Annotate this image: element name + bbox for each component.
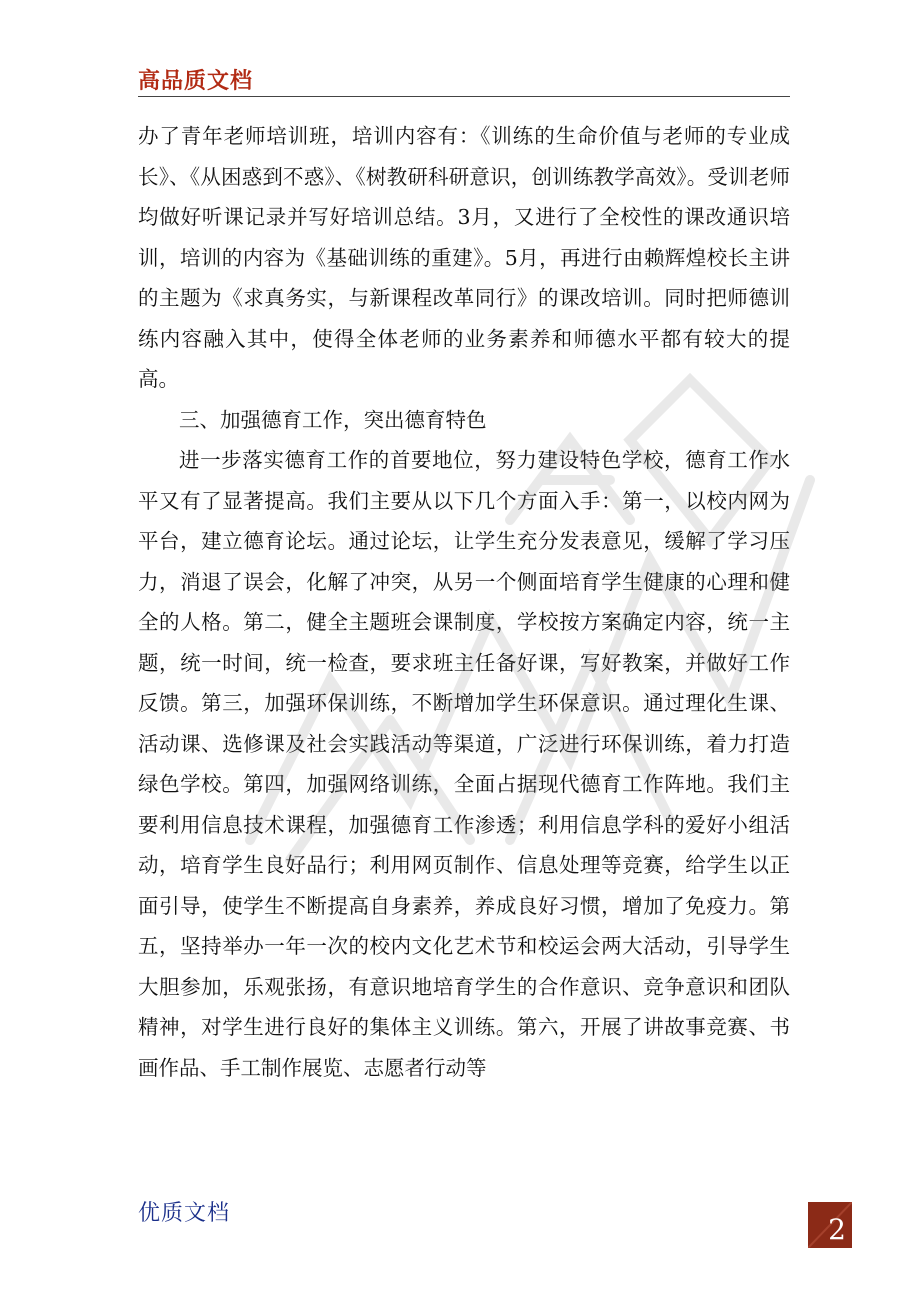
body-paragraph: 进一步落实德育工作的首要地位，努力建设特色学校，德育工作水平又有了显著提高。我们主要从以下几个方面入手：第一，以校内网为平台，建立德育论坛。通过论坛，让学生充分发表意见，缓解了学习压力，消退了误会，化解了冲突，从另一个侧面培育学生健康的心理和健全的人格。第二，健全主题班会课制度，学校按方案确定内容，统一主题，统一时间，统一检查，要求班主任备好课，写好教案，并做好工作反馈。第三，加强环保训练，不断增加学生环保意识。通过理化生课、活动课、选修课及社会实践活动等渠道，广泛进行环保训练，着力打造绿色学校。第四，加强网络训练，全面占据现代德育工作阵地。我们主要利用信息技术课程，加强德育工作渗透；利用信息学科的爱好小组活动，培育学生良好品行；利用网页制作、信息处理等竞赛，给学生以正面引导，使学生不断提高自身素养，养成良好习惯，增加了免疫力。第五，坚持举办一年一次的校内文化艺术节和校运会两大活动，引导学生大胆参加，乐观张扬，有意识地培育学生的合作意识、竞争意识和团队精神，对学生进行良好的集体主义训练。第六，开展了讲故事竞赛、书画作品、手工制作展览、志愿者行动等 — [138, 448, 790, 1080]
body-paragraph: 办了青年老师培训班，培训内容有：《训练的生命价值与老师的专业成长》、《从困惑到不惑》、《树教研科研意识，创训练教学高效》。受训老师均做好听课记录并写好培训总结。3月，又进行了全校性的课改通识培训，培训的内容为《基础训练的重建》。5月，再进行由赖辉煌校长主讲的主题为《求真务实，与新课程改革同行》的课改培训。同时把师德训练内容融入其中，使得全体老师的业务素养和师德水平都有较大的提高。 — [138, 124, 790, 391]
header-divider — [138, 96, 790, 97]
page-number: 2 — [828, 1213, 846, 1246]
section-heading: 三、加强德育工作，突出德育特色 — [179, 407, 487, 432]
header-title: 高品质文档 — [138, 69, 254, 94]
document-body — [138, 116, 790, 1088]
footer-title: 优质文档 — [138, 1201, 231, 1226]
page-number-badge — [808, 1202, 852, 1248]
